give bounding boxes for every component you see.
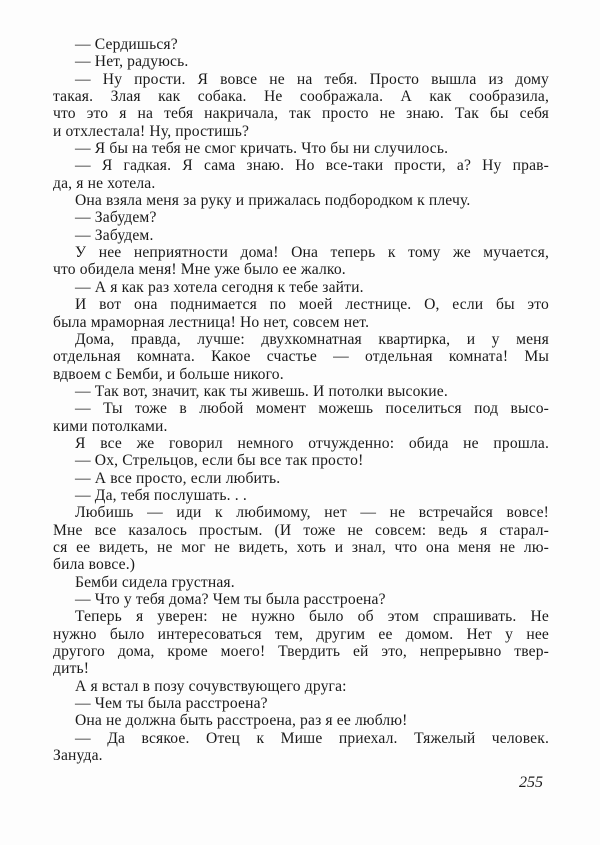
text-line: Дома, правда, лучше: двухкомнатная квартирка, и у меня bbox=[75, 330, 549, 348]
text-line: дить! bbox=[53, 660, 90, 678]
text-line: — Ты тоже в любой момент можешь поселиться под высо- bbox=[75, 400, 549, 418]
page-number: 255 bbox=[519, 774, 543, 791]
text-line: отдельная комната. Какое счастье — отдельная комната! Мы bbox=[53, 348, 549, 366]
text-line: Она не должна быть расстроена, раз я ее люблю! bbox=[75, 712, 408, 730]
text-line: Теперь я уверен: не нужно было об этом спрашивать. Не bbox=[75, 608, 549, 626]
text-line: вдвоем с Бемби, и больше никого. bbox=[53, 365, 284, 383]
text-line: ся ее видеть, не мог не видеть, хоть и знал, что она меня не лю- bbox=[53, 538, 549, 556]
text-line: — Да, тебя послушать. . . bbox=[75, 486, 247, 504]
text-line: — Я гадкая. Я сама знаю. Но все-таки прости, а? Ну прав- bbox=[75, 157, 549, 175]
text-line: — Я бы на тебя не смог кричать. Что бы ни случилось. bbox=[75, 140, 449, 158]
text-line: Зануда. bbox=[53, 747, 103, 765]
text-line: кими потолками. bbox=[53, 417, 168, 435]
text-line: — Ох, Стрельцов, если бы все так просто! bbox=[75, 452, 364, 470]
text-line: Она взяла меня за руку и прижалась подбородком к плечу. bbox=[75, 192, 471, 210]
text-line: Любишь — иди к любимому, нет — не встречайся вовсе! bbox=[75, 504, 549, 522]
text-line: Бемби сидела грустная. bbox=[75, 573, 235, 591]
text-line: била вовсе.) bbox=[53, 556, 136, 574]
text-line: — Что у тебя дома? Чем ты была расстроена? bbox=[75, 591, 386, 608]
text-line: — Забудем? bbox=[75, 209, 157, 227]
text-line: что обидела меня! Мне уже было ее жалко. bbox=[53, 261, 346, 279]
text-line: нужно было интересоваться тем, другим ее домом. Нет у нее bbox=[53, 625, 549, 643]
text-line: — А я как раз хотела сегодня к тебе зайти. bbox=[75, 278, 364, 296]
text-line: Я все же говорил немного отчужденно: обида не прошла. bbox=[75, 434, 549, 452]
page-body-text bbox=[53, 36, 549, 764]
text-line: — Нет, радуюсь. bbox=[75, 53, 189, 71]
text-line: — Ну прости. Я вовсе не на тебя. Просто вышла из дому bbox=[75, 70, 549, 88]
text-line: — А все просто, если любить. bbox=[75, 469, 281, 487]
text-line: — Сердишься? bbox=[75, 36, 178, 53]
text-line: да, я не хотела. bbox=[53, 174, 156, 192]
text-line: что это я на тебя накричала, так просто не знаю. Так бы себя bbox=[53, 105, 549, 123]
text-line: и отхлестала! Ну, простишь? bbox=[53, 122, 250, 140]
text-line: Мне все казалось простым. (И тоже не совсем: ведь я старал- bbox=[53, 521, 549, 539]
text-line: И вот она поднимается по моей лестнице. О, если бы это bbox=[75, 296, 549, 314]
text-line: — Чем ты была расстроена? bbox=[75, 695, 268, 713]
text-line: такая. Злая как собака. Не соображала. А как сообразила, bbox=[53, 88, 549, 106]
text-line: — Так вот, значит, как ты живешь. И потолки высокие. bbox=[75, 382, 448, 400]
text-line: — Забудем. bbox=[75, 226, 154, 244]
text-line: А я встал в позу сочувствующего друга: bbox=[75, 677, 347, 695]
text-line: была мраморная лестница! Но нет, совсем нет. bbox=[53, 313, 370, 331]
text-line: — Да всякое. Отец к Мише приехал. Тяжелый человек. bbox=[75, 729, 549, 747]
text-line: У нее неприятности дома! Она теперь к тому же мучается, bbox=[75, 244, 549, 262]
text-line: другого дома, кроме моего! Твердить ей это, непрерывно твер- bbox=[53, 643, 549, 661]
